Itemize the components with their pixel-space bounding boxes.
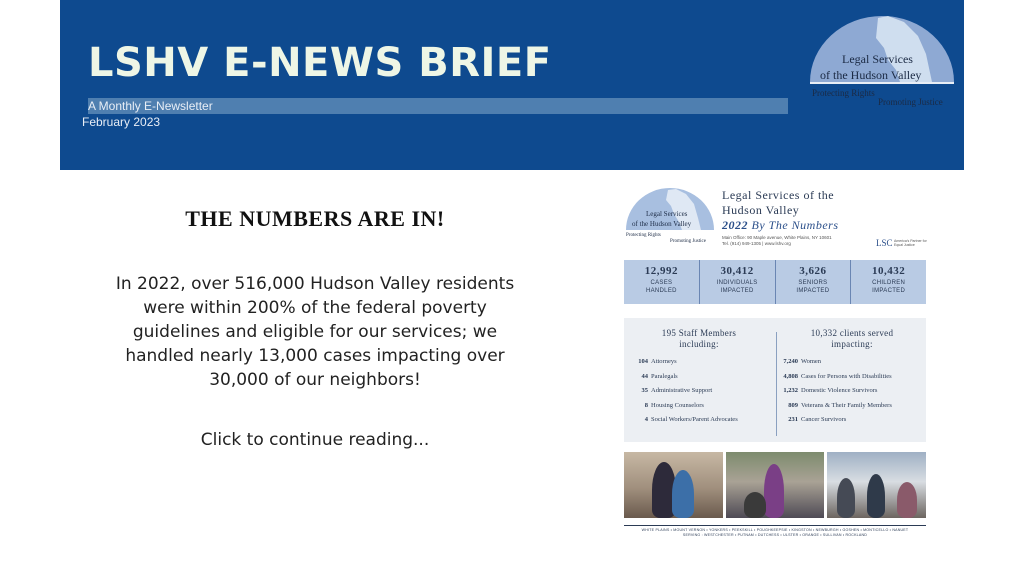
- flyer-title-line1: Legal Services of the: [722, 188, 835, 202]
- staff-photo: [726, 452, 825, 518]
- stat-value: 10,432: [872, 265, 906, 277]
- flyer-subtitle-year: 2022: [722, 218, 748, 232]
- flyer-address-line2: Tel. (914) 949-1305 | www.lshv.org: [722, 241, 791, 246]
- logo-tagline-left: Protecting Rights: [812, 88, 875, 98]
- stat-label: CASES HANDLED: [645, 280, 677, 294]
- article: [90, 200, 540, 450]
- clients-list: [778, 358, 926, 431]
- stat-label: SENIORS IMPACTED: [796, 280, 830, 294]
- list-item: 44 Paralegals: [641, 372, 678, 380]
- photo-strip: [624, 452, 926, 518]
- flyer-title: [722, 188, 834, 218]
- flyer-address-line1: Main Office: 90 Maple avenue, White Plains, NY 10601: [722, 235, 832, 240]
- stat-value: 12,992: [644, 265, 678, 277]
- list-item: 809 Veterans & Their Family Members: [788, 401, 892, 409]
- continue-reading-link[interactable]: Click to continue reading...: [200, 430, 430, 450]
- lsc-logo: LSC: [876, 238, 893, 248]
- stats-band: [624, 260, 926, 304]
- staff-column: [624, 318, 774, 431]
- stat-seniors: [775, 260, 851, 304]
- footer-rule: [624, 525, 926, 526]
- flyer-subtitle: [722, 218, 839, 233]
- list-item: 104 Attorneys: [638, 358, 677, 365]
- stat-label: INDIVIDUALS IMPACTED: [716, 280, 758, 294]
- clients-column: [778, 318, 926, 431]
- panel-divider: [776, 332, 777, 436]
- clients-heading: 10,332 clients served impacting:: [810, 328, 894, 349]
- staff-heading: 195 Staff Members including:: [661, 328, 737, 349]
- stat-value: 3,626: [799, 265, 827, 277]
- stat-label: CHILDREN IMPACTED: [872, 280, 906, 294]
- stat-children: [850, 260, 926, 304]
- footer-offices: WHITE PLAINS • MOUNT VERNON • YONKERS • PEEKSKILL • POUGHKEEPSIE • KINGSTON • NEWBURGH • GOSHEN • MONTICELLO • NANUET: [641, 528, 909, 532]
- list-item: 7,240 Women: [783, 358, 822, 365]
- newsletter-banner: [60, 0, 964, 170]
- flyer-logo-line2: of the Hudson Valley: [632, 220, 692, 228]
- numbers-flyer[interactable]: [618, 178, 934, 548]
- flyer-logo-tag-right: Promoting Justice: [670, 239, 706, 244]
- staff-list: [624, 358, 774, 431]
- logo-line2: of the Hudson Valley: [820, 68, 922, 82]
- staff-photo: [827, 452, 926, 518]
- staff-clients-panel: [624, 318, 926, 442]
- list-item: 1,232 Domestic Violence Survivors: [783, 387, 878, 394]
- lsc-tagline: America's Partner for Equal Justice: [894, 239, 927, 247]
- flyer-logo: [624, 184, 716, 250]
- staff-photo: [624, 452, 723, 518]
- flyer-logo-line1: Legal Services: [646, 210, 688, 218]
- flyer-footer: [624, 528, 926, 538]
- lshv-logo[interactable]: [808, 10, 956, 110]
- list-item: 231 Cancer Survivors: [788, 416, 847, 423]
- newsletter-title: LSHV E-NEWS BRIEF: [88, 40, 552, 86]
- flyer-address: [722, 235, 832, 247]
- list-item: 4,808 Cases for Persons with Disabilities: [783, 372, 892, 380]
- stat-cases: [624, 260, 699, 304]
- stat-individuals: [699, 260, 775, 304]
- logo-line1: Legal Services: [842, 52, 913, 66]
- list-item: 8 Housing Counselors: [644, 401, 704, 409]
- newsletter-subtitle: A Monthly E-Newsletter: [88, 99, 213, 113]
- article-body: In 2022, over 516,000 Hudson Valley residents were within 200% of the federal poverty guidelines and eligible for our services; we handled nearly 13,000 cases impacting over 30,000 of our neighbors!: [115, 274, 515, 390]
- list-item: 4 Social Workers/Parent Advocates: [644, 416, 738, 423]
- stat-value: 30,412: [720, 265, 754, 277]
- newsletter-date: February 2023: [82, 115, 161, 129]
- list-item: 35 Administrative Support: [641, 387, 713, 394]
- flyer-logo-tag-left: Protecting Rights: [626, 233, 661, 238]
- article-heading: THE NUMBERS ARE IN!: [185, 206, 445, 231]
- flyer-subtitle-rest: By The Numbers: [751, 218, 839, 232]
- footer-counties: SERVING : WESTCHESTER • PUTNAM • DUTCHESS • ULSTER • ORANGE • SULLIVAN • ROCKLAND: [682, 533, 868, 537]
- flyer-title-line2: Hudson Valley: [722, 203, 800, 217]
- logo-tagline-right: Promoting Justice: [878, 97, 943, 107]
